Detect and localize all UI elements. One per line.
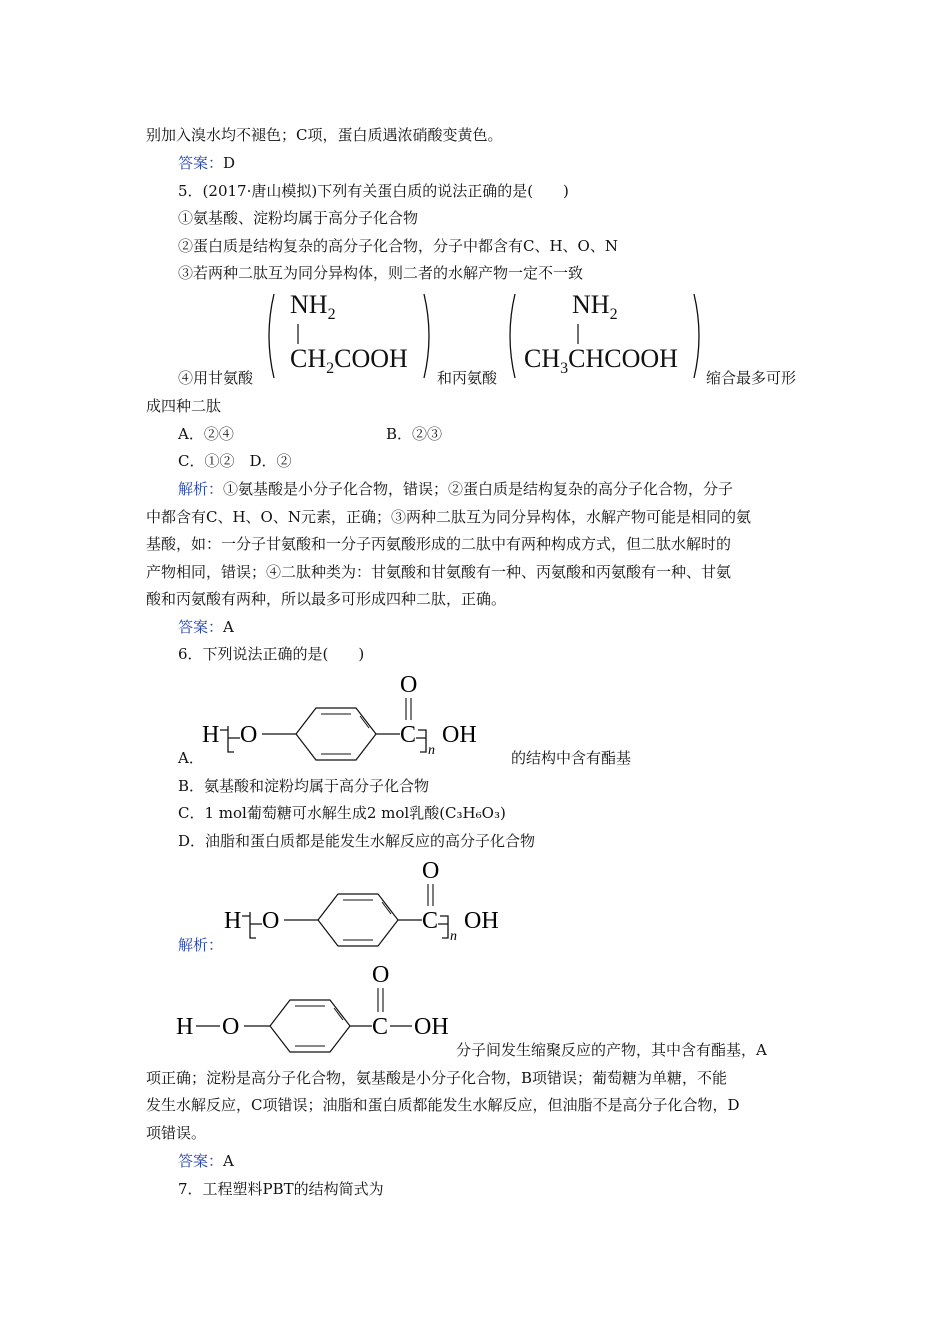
- answer-value: D: [223, 154, 236, 172]
- explanation-line: [178, 479, 733, 499]
- option-a: A．②④: [178, 425, 234, 443]
- option-b: B．②③: [386, 425, 443, 443]
- answer-label: 答案：: [178, 1152, 224, 1170]
- svg-text:C: C: [422, 908, 439, 934]
- explanation-line: 产物相同，错误；④二肽种类为：甘氨酸和甘氨酸有一种、丙氨酸和丙氨酸有一种、甘氨: [146, 563, 732, 581]
- alanine-amino-group: $NH_2$: [572, 290, 618, 323]
- explanation-text: ①氨基酸是小分子化合物，错误；②蛋白质是结构复杂的高分子化合物，分子: [223, 480, 734, 498]
- right-paren: [692, 292, 706, 380]
- svg-text:O: O: [240, 722, 258, 748]
- alanine-bond: [576, 324, 580, 344]
- svg-text:OH: OH: [442, 722, 477, 748]
- svg-text:O: O: [222, 1014, 240, 1040]
- glycine-bond: [296, 324, 300, 344]
- explanation-line: 酸和丙氨酸有两种，所以最多可形成四种二肽，正确。: [146, 590, 507, 608]
- statement-4-prefix: ④用甘氨酸: [178, 369, 254, 387]
- answer-line: [178, 617, 234, 637]
- explanation-label-2: 解析：: [178, 936, 224, 954]
- explanation-line: 项正确；淀粉是高分子化合物，氨基酸是小分子化合物，B项错误；葡萄糖为单糖，不能: [146, 1069, 728, 1087]
- right-paren: [422, 292, 436, 380]
- text-line: 别加入溴水均不褪色；C项，蛋白质遇浓硝酸变黄色。: [146, 126, 503, 144]
- q6-option-a-label: A．: [178, 749, 204, 767]
- svg-text:C: C: [372, 1014, 389, 1040]
- glycine-amino-group: $NH_2$: [290, 290, 336, 323]
- q6-option-a-text: 的结构中含有酯基: [511, 749, 632, 767]
- statement-2: ②蛋白质是结构复杂的高分子化合物，分子中都含有C、H、O、N: [178, 237, 618, 255]
- left-paren: [262, 292, 276, 380]
- polyester-structure: [222, 854, 532, 950]
- question-5: 5．(2017·唐山模拟)下列有关蛋白质的说法正确的是( ): [178, 182, 569, 200]
- glycine-chain: $CH_2COOH$: [290, 344, 408, 377]
- svg-text:n: n: [428, 743, 435, 758]
- answer-value: A: [223, 618, 234, 636]
- svg-text:O: O: [400, 672, 418, 698]
- svg-text:n: n: [450, 929, 457, 944]
- answer-label: 答案：: [178, 154, 224, 172]
- statement-4-end: 成四种二肽: [146, 397, 222, 415]
- alanine-chain: $CH_3CHCOOH$: [524, 344, 678, 377]
- statement-4-middle: 和丙氨酸: [437, 369, 498, 387]
- explanation-text: 分子间发生缩聚反应的产物，其中含有酯基，A: [456, 1041, 767, 1059]
- svg-text:OH: OH: [464, 908, 499, 934]
- svg-text:O: O: [372, 962, 390, 988]
- svg-text:H: H: [176, 1014, 194, 1040]
- answer-value: A: [223, 1152, 234, 1170]
- svg-text:OH: OH: [414, 1014, 449, 1040]
- option-c-d: C．①② D．②: [178, 452, 292, 470]
- polyester-structure: [200, 668, 510, 764]
- svg-text:O: O: [262, 908, 280, 934]
- explanation-label: 解析：: [178, 480, 224, 498]
- answer-label: 答案：: [178, 618, 224, 636]
- answer-line: [178, 1151, 234, 1171]
- left-paren: [503, 292, 517, 380]
- question-7: 7．工程塑料PBT的结构简式为: [178, 1180, 384, 1198]
- svg-text:O: O: [422, 858, 440, 884]
- question-6: 6．下列说法正确的是( ): [178, 645, 365, 663]
- q6-option-d: D．油脂和蛋白质都是能发生水解反应的高分子化合物: [178, 832, 536, 850]
- statement-4-suffix: 缩合最多可形: [706, 369, 797, 387]
- explanation-line: 发生水解反应，C项错误；油脂和蛋白质都能发生水解反应，但油脂不是高分子化合物，D: [146, 1096, 740, 1114]
- svg-text:C: C: [400, 722, 417, 748]
- svg-text:H: H: [202, 722, 220, 748]
- explanation-line: 基酸，如：一分子甘氨酸和一分子丙氨酸形成的二肽中有两种构成方式，但二肽水解时的: [146, 535, 732, 553]
- explanation-line: 项错误。: [146, 1124, 207, 1142]
- q6-option-c: C．1 mol葡萄糖可水解生成2 mol乳酸(C₃H₆O₃): [178, 804, 506, 822]
- q6-option-b: B．氨基酸和淀粉均属于高分子化合物: [178, 777, 430, 795]
- explanation-line: 中都含有C、H、O、N元素，正确；③两种二肽互为同分异构体，水解产物可能是相同的氨: [146, 508, 751, 526]
- statement-1: ①氨基酸、淀粉均属于高分子化合物: [178, 209, 419, 227]
- monomer-structure: [174, 958, 464, 1058]
- answer-line: [178, 153, 235, 173]
- svg-text:H: H: [224, 908, 242, 934]
- statement-3: ③若两种二肽互为同分异构体，则二者的水解产物一定不一致: [178, 264, 584, 282]
